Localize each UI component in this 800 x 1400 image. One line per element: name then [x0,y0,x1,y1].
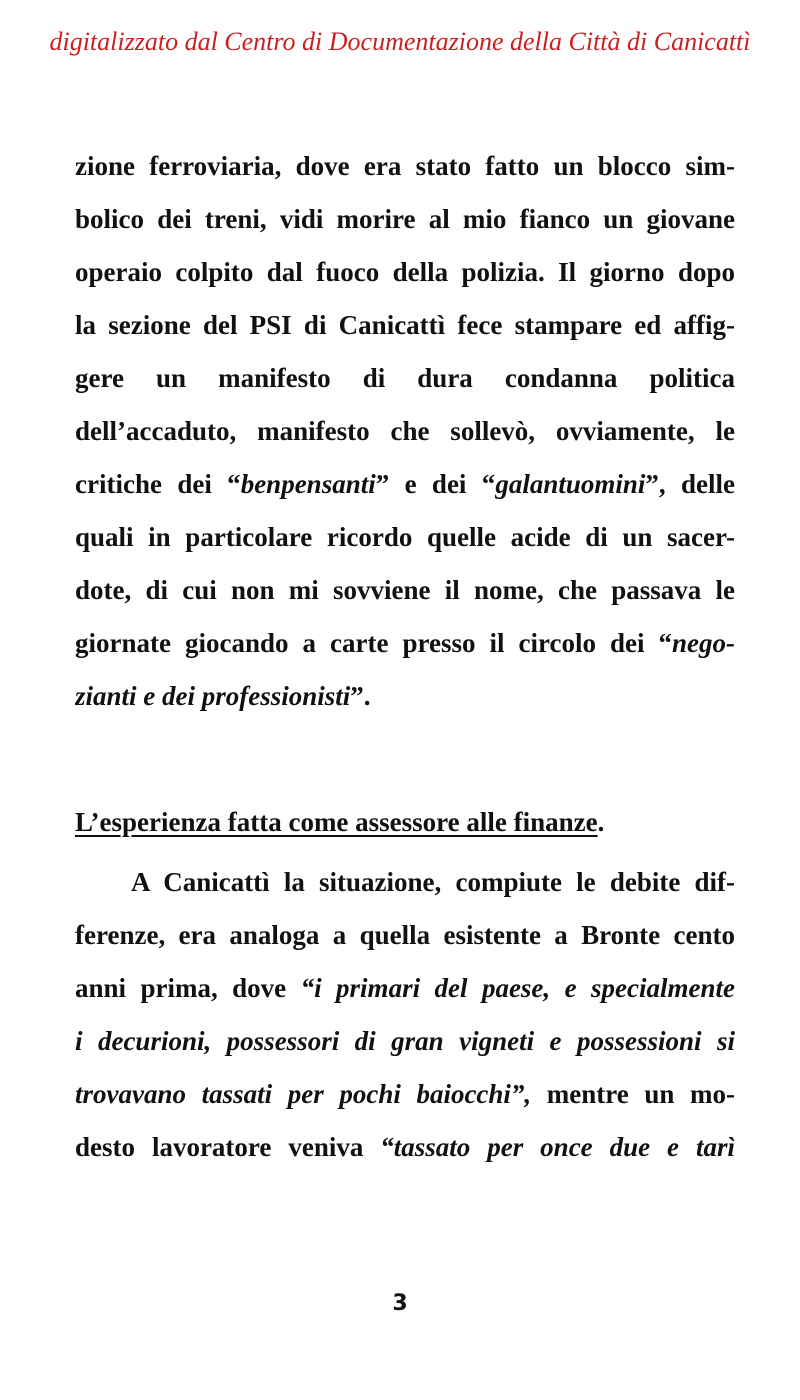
text-line: zione ferroviaria, dove era stato fatto un blocco sim- [75,151,735,181]
italic-quote: i decurioni, possessori di gran vigneti e possessioni si [75,1026,735,1056]
italic-quote: “i primari del paese, e specialmente [300,973,735,1003]
text-line: ferenze, era analoga a quella esistente a Bronte cento [75,920,735,950]
text-line: dell’accaduto, manifesto che sollevò, ovviamente, le [75,416,735,446]
text-line [75,670,735,723]
text-line [75,962,735,1015]
section-heading-text: L’esperienza fatta come assessore alle finanze [75,807,598,837]
text-line: bolico dei treni, vidi morire al mio fianco un giovane [75,204,735,234]
text-line [75,1068,735,1121]
text-line [75,1121,735,1174]
italic-term: galantuomini [495,469,646,499]
text-line [75,1015,735,1068]
text-run: giornate giocando a carte presso il circolo dei “ [75,628,672,658]
text-line: dote, di cui non mi sovviene il nome, che passava le [75,575,735,605]
page-number: 3 [392,1291,408,1316]
paragraph-1 [75,140,735,723]
text-line [75,617,735,670]
text-run: critiche dei “ [75,469,241,499]
text-run: ” e dei “ [375,469,496,499]
digitization-watermark-header [0,20,800,64]
section-heading [75,796,735,849]
watermark-text: digitalizzato dal Centro di Documentazione della Città di Canicattì [49,27,751,56]
italic-quote: “tassato per once due e tarì [380,1132,735,1162]
text-line: operaio colpito dal fuoco della polizia. Il giorno dopo [75,257,735,287]
paragraph-2 [75,856,735,1174]
text-run: anni prima, dove [75,973,301,1003]
text-line: la sezione del PSI di Canicattì fece stampare ed affig- [75,310,735,340]
section-heading-period: . [597,807,605,837]
italic-term: zianti e dei professionisti [75,681,351,711]
text-line: quali in particolare ricordo quelle acide di un sacer- [75,522,735,552]
text-run: ”, delle [645,469,735,499]
text-line: A Canicattì la situazione, compiute le debite dif- [131,867,735,897]
text-run: ”. [350,681,371,711]
text-run: mentre un mo- [531,1079,735,1109]
italic-term: nego- [672,628,735,658]
italic-term: benpensanti [240,469,376,499]
text-run: desto lavoratore veniva [75,1132,381,1162]
italic-quote: trovavano tassati per pochi baiocchi”, [75,1079,532,1109]
text-line: gere un manifesto di dura condanna politica [75,363,735,393]
text-line [75,458,735,511]
